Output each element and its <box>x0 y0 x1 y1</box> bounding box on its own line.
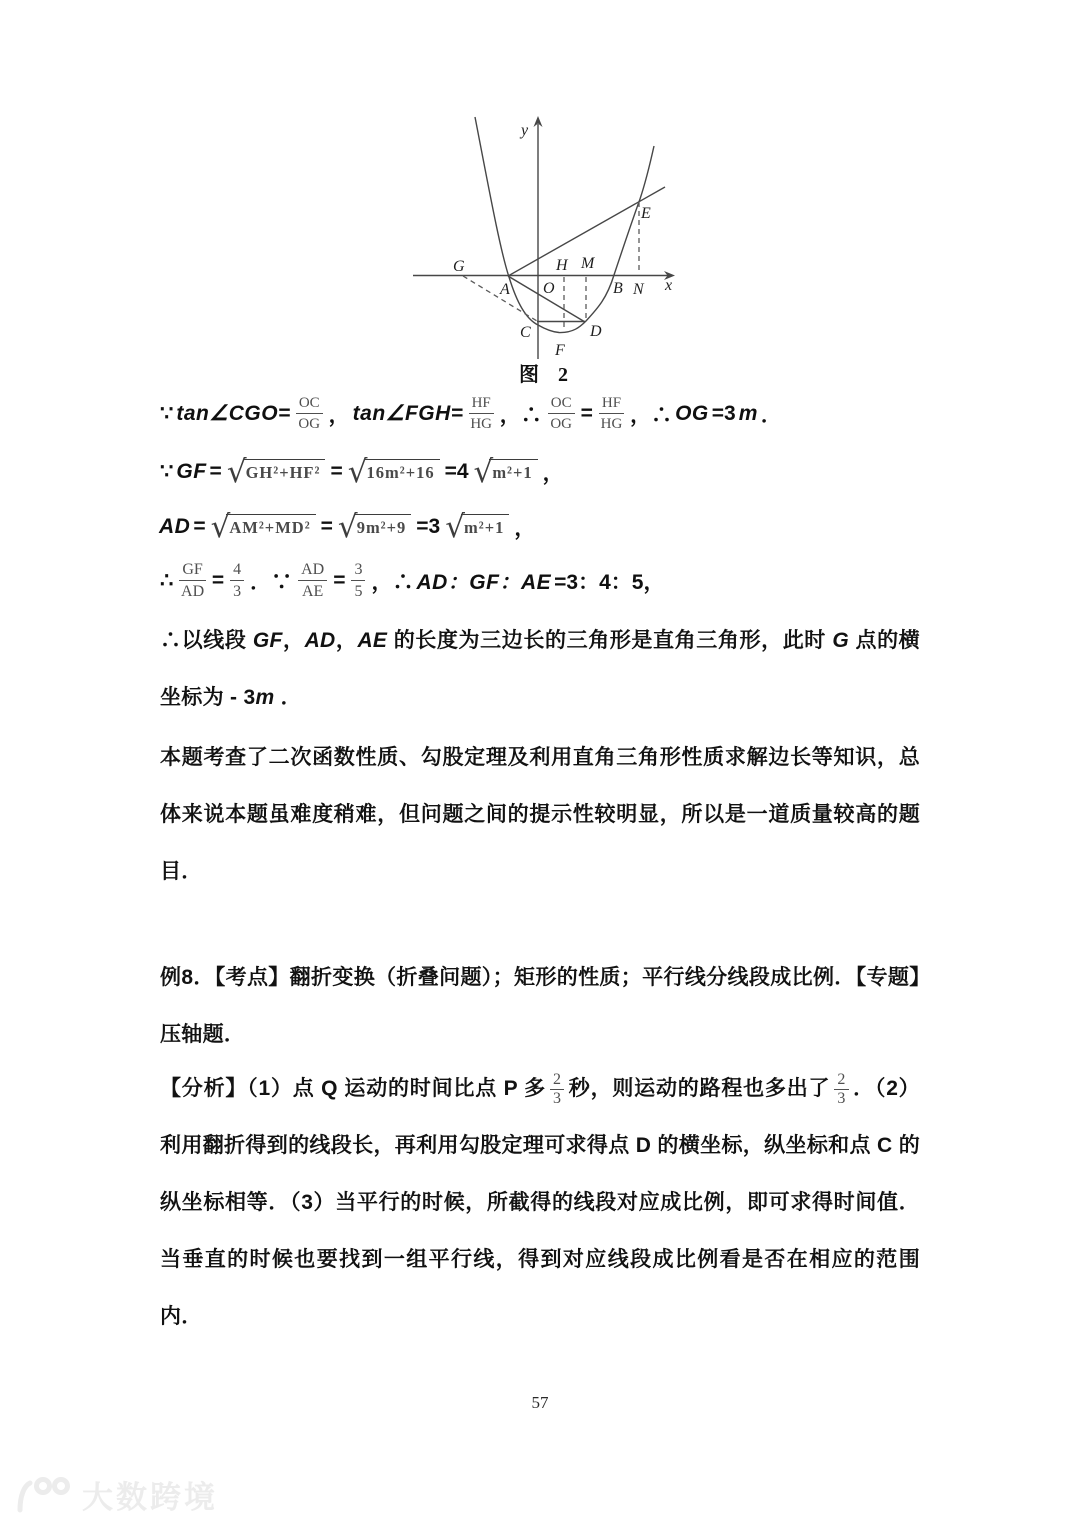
math-token: = <box>330 459 343 483</box>
fraction-numerator: 2 <box>550 1071 564 1090</box>
math-token: ∵ <box>160 402 174 425</box>
radicand: 16m²+16 <box>364 459 440 483</box>
fraction-numerator: HF <box>599 394 624 414</box>
math-token: = <box>333 568 346 592</box>
math-token: ∵ <box>160 460 174 483</box>
text-run: ∴以线段 <box>160 629 253 652</box>
fraction <box>296 394 323 433</box>
fraction <box>548 394 575 433</box>
watermark-logo-icon <box>10 1474 74 1516</box>
math-line-4 <box>158 560 666 601</box>
fraction <box>550 1071 564 1109</box>
label-y: y <box>521 122 529 139</box>
math-token: = <box>209 459 222 483</box>
radical-sign-icon: √ <box>445 509 465 545</box>
fraction-denominator: HG <box>600 416 623 432</box>
radicand: 9m²+9 <box>354 514 412 538</box>
label-B: B <box>613 280 623 297</box>
fraction <box>230 560 244 601</box>
math-line-3 <box>158 510 537 543</box>
fraction-numerator: 3 <box>351 560 365 581</box>
math-token: = <box>193 514 206 538</box>
math-token: ， <box>514 516 536 540</box>
square-root <box>348 455 440 488</box>
label-E: E <box>641 205 651 222</box>
label-M: M <box>581 255 595 272</box>
radical-sign-icon: √ <box>226 454 247 490</box>
text-run: ， <box>335 629 358 652</box>
math-token: GF <box>176 459 207 483</box>
fraction <box>469 394 494 433</box>
paragraph-conclusion <box>160 612 920 726</box>
text-run: GF <box>252 629 283 652</box>
text-run: AD <box>304 629 336 652</box>
fraction-denominator: HG <box>470 416 492 432</box>
parabola-diagram <box>402 112 692 364</box>
label-D: D <box>590 323 602 340</box>
square-root <box>445 510 509 543</box>
fraction-numerator: AD <box>298 560 327 581</box>
fraction-numerator: OC <box>296 394 323 414</box>
label-H: H <box>556 257 568 274</box>
math-token: =3 <box>711 401 736 425</box>
radical-sign-icon: √ <box>347 454 368 490</box>
paragraph-analysis <box>160 1060 920 1345</box>
label-N: N <box>633 281 644 298</box>
watermark-brand: 大数跨境 <box>82 1480 218 1515</box>
math-token: ，∴ <box>630 403 673 427</box>
text-run: m <box>255 686 275 709</box>
label-A: A <box>500 281 510 298</box>
fraction <box>351 560 365 601</box>
fraction-numerator: 4 <box>230 560 244 581</box>
fraction-numerator: 2 <box>834 1071 848 1090</box>
math-token: ． <box>760 403 782 427</box>
fraction <box>298 560 327 601</box>
square-root <box>211 510 316 543</box>
radicand: GH²+HF² <box>243 459 326 483</box>
math-token: = <box>320 514 333 538</box>
math-token: ，∴ <box>499 403 542 427</box>
math-token: AD <box>159 514 191 538</box>
label-F: F <box>555 342 565 359</box>
text-run: 【分析】（1）点 Q 运动的时间比点 P 多 <box>160 1077 546 1100</box>
text-run: ， <box>282 629 305 652</box>
label-O: O <box>543 280 555 297</box>
math-token: =3：4：5， <box>554 570 665 594</box>
math-token: =3 <box>416 514 441 538</box>
text-run: 点的横坐标为 - 3 <box>160 629 920 709</box>
math-token: tan∠FGH= <box>352 402 464 425</box>
math-token: ， <box>542 461 564 485</box>
math-token: =4 <box>444 459 469 483</box>
text-run: 秒，则运动的路程也多出了 <box>568 1077 831 1100</box>
watermark <box>10 1472 218 1517</box>
math-token: tan∠CGO= <box>176 402 291 425</box>
radical-sign-icon: √ <box>473 454 494 490</box>
math-line-1 <box>158 394 784 433</box>
fraction-denominator: 3 <box>837 1089 846 1107</box>
text-run: ．（2）利用翻折得到的线段长，再利用勾股定理可求得点 D 的横坐标，纵坐标和点 C 的纵坐标相等．（3）当平行的时候，所截得的线段对应成比例，即可求得时间值．当垂直的时候也要找到一组平行线，得到对应线段成比例看是否在相应的范围内． <box>160 1077 920 1328</box>
radicand: AM²+MD² <box>226 514 315 538</box>
radicand: m²+1 <box>461 514 509 538</box>
square-root <box>474 455 538 488</box>
fraction-denominator: 3 <box>233 583 242 601</box>
text-run: 的长度为三边长的三角形是直角三角形，此时 <box>387 629 833 652</box>
radical-sign-icon: √ <box>337 509 358 545</box>
fraction-denominator: AD <box>181 583 205 601</box>
math-token: m <box>738 401 758 425</box>
square-root <box>338 510 411 543</box>
fraction-denominator: OG <box>550 416 573 432</box>
radicand: m²+1 <box>489 459 537 483</box>
fraction-denominator: AE <box>301 583 324 601</box>
math-token: OG <box>675 401 709 425</box>
label-x: x <box>665 277 673 294</box>
math-token: = <box>211 568 225 592</box>
fraction-numerator: HF <box>469 394 494 414</box>
page-number: 57 <box>531 1393 549 1412</box>
math-line-2 <box>158 455 566 488</box>
fraction-numerator: GF <box>179 560 205 581</box>
text-run: AE <box>357 629 388 652</box>
math-token: ．∵ <box>250 570 293 594</box>
fraction-denominator: 5 <box>354 583 363 601</box>
paragraph-comment: 本题考查了二次函数性质、勾股定理及利用直角三角形性质求解边长等知识，总体来说本题虽难度稍难，但问题之间的提示性较明显，所以是一道质量较高的题目． <box>160 746 920 883</box>
math-token: = <box>580 401 593 425</box>
math-token: ∴ <box>160 569 174 593</box>
text-run: G <box>832 629 850 652</box>
label-G: G <box>453 258 465 275</box>
radical-sign-icon: √ <box>210 509 231 545</box>
fraction <box>179 560 205 601</box>
square-root <box>227 455 326 488</box>
fraction-numerator: OC <box>548 394 575 414</box>
fraction <box>834 1071 848 1109</box>
math-token: ，∴ <box>371 570 414 594</box>
fraction-denominator: 3 <box>552 1089 562 1107</box>
figure-caption: 图 2 <box>519 364 575 386</box>
figure-2-graph <box>402 112 692 364</box>
fraction-denominator: OG <box>298 416 321 432</box>
text-run: ． <box>274 686 302 709</box>
label-C: C <box>520 324 531 341</box>
math-token: ， <box>328 403 350 427</box>
paragraph-example8: 例8．【考点】翻折变换（折叠问题）；矩形的性质；平行线分线段成比例．【专题】压轴题． <box>160 966 920 1046</box>
fraction <box>599 394 624 433</box>
math-token: AD：GF：AE <box>416 570 552 594</box>
